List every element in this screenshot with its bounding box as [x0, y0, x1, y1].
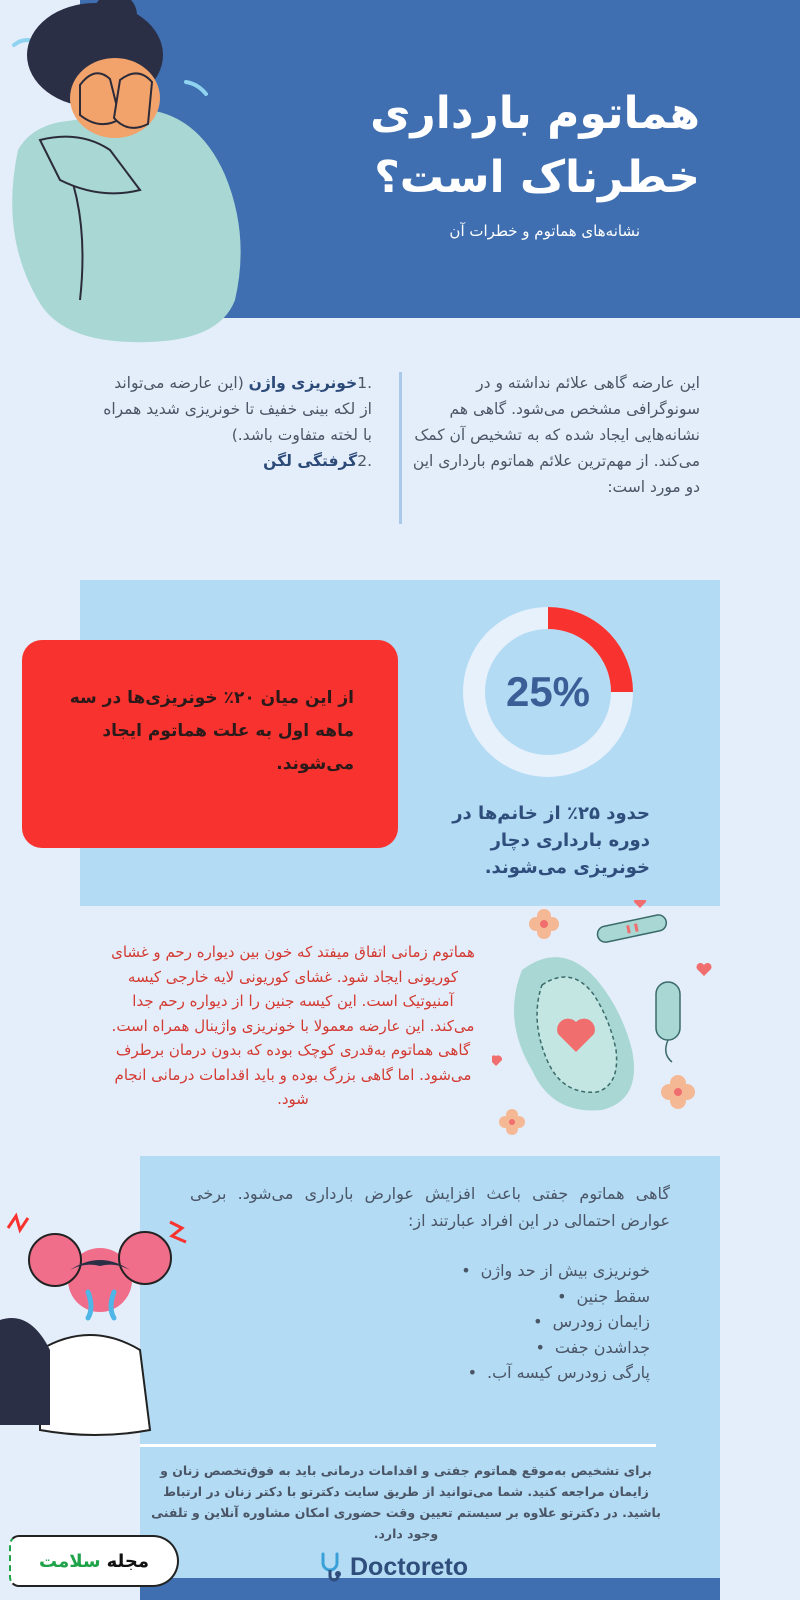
- tear-drop-right: [186, 82, 206, 94]
- list-item: جداشدن جفت •: [380, 1335, 650, 1361]
- heart-small-left: [492, 1055, 502, 1066]
- symptom-item-2-number: .2: [357, 452, 372, 470]
- stethoscope-icon: [318, 1552, 344, 1582]
- magazine-badge[interactable]: [9, 1535, 179, 1587]
- page-subtitle: نشانه‌های هماتوم و خطرات آن: [449, 222, 640, 240]
- page-title: [280, 82, 700, 210]
- symptom-item-1-number: .1: [357, 374, 372, 392]
- flower-icon-top: [529, 909, 559, 939]
- hematoma-description: هماتوم زمانی اتفاق میفتد که خون بین دیواره رحم و غشای کوریونی ایجاد شود. غشای کوریونی لایه خارجی کیسه آمنیوتیک است. این کیسه جنین را از دیواره رحم جدا می‌کند. این عارضه معمولا با خونریزی واژینال همراه است. گاهی هماتوم به‌قدری کوچک بوده که بدون درمان برطرف می‌شود. اما گاهی بزرگ بوده و باید اقدامات درمانی انجام شود.: [111, 943, 475, 1108]
- symptom-item-1: [102, 370, 372, 448]
- flower-icon-bottom-right: [661, 1075, 695, 1109]
- dark-coat: [0, 1318, 50, 1425]
- flower-icon-bottom-left: [499, 1109, 525, 1135]
- hand-right: [114, 73, 152, 127]
- distressed-woman-illustration: [0, 1200, 200, 1440]
- body: [40, 1335, 150, 1435]
- sanitary-pad-heart-icon: [492, 900, 722, 1140]
- symptom-item-2: [102, 448, 372, 474]
- symptom-item-1-detail: (این عارضه می‌تواند از لکه بینی خفیف تا خونریزی شدید همراه با لخته متفاوت باشد.): [103, 374, 372, 444]
- complications-list: [380, 1258, 650, 1386]
- hand-left: [29, 1234, 81, 1286]
- symptoms-list: [102, 370, 372, 474]
- doctoreto-logo[interactable]: [318, 1552, 468, 1582]
- stress-mark-left: [8, 1216, 28, 1230]
- footer-divider: [140, 1444, 656, 1447]
- symptom-item-1-title: خونریزی واژن: [248, 374, 358, 392]
- percent-label: 25%: [505, 668, 591, 715]
- column-divider: [399, 372, 402, 524]
- tampon-icon: [656, 982, 680, 1062]
- title-line-1: هماتوم بارداری: [370, 88, 700, 139]
- list-item: سقط جنین •: [380, 1284, 650, 1310]
- badge-word-health: سلامت: [39, 1550, 101, 1572]
- highlight-box: از این میان ۲۰٪ خونریزی‌ها در سه ماهه اول به علت هماتوم ایجاد می‌شوند.: [22, 640, 398, 848]
- footer-note: برای تشخیص به‌موقع هماتوم جفتی و اقدامات درمانی باید به فوق‌تخصص زنان و زایمان مراجعه کنید. شما می‌توانید از طریق سایت دکترتو با دکتر زنان در ارتباط باشید. در دکترتو علاوه بر سیستم تعیین وقت حضوری امکان مشاوره آنلاین و تلفنی وجود دارد.: [151, 1463, 661, 1541]
- hand-right: [119, 1232, 171, 1284]
- intro-text: این عارضه گاهی علائم نداشته و در سونوگرافی مشخص می‌شود. گاهی هم نشانه‌هایی ایجاد شده که به تشخیص آن کمک می‌کند. از مهم‌ترین علائم هماتوم بارداری این دو مورد است:: [412, 374, 700, 496]
- symptom-item-2-title: گرفتگی لگن: [263, 452, 358, 470]
- brand-name: Doctoreto: [350, 1552, 469, 1581]
- list-item: پارگی زودرس کیسه آب. •: [380, 1360, 650, 1386]
- heart-small-right: [696, 963, 711, 976]
- list-item: زایمان زودرس •: [380, 1309, 650, 1335]
- complications-intro: گاهی هماتوم جفتی باعث افزایش عوارض بارداری می‌شود. برخی عوارض احتمالی در این افراد عبارتند از:: [190, 1184, 670, 1230]
- stress-mark-right: [170, 1222, 186, 1242]
- crying-pregnant-woman-illustration: [0, 0, 250, 345]
- badge-word-magazine: مجله: [106, 1550, 149, 1572]
- list-item: خونریزی بیش از حد واژن •: [380, 1258, 650, 1284]
- pregnancy-test-icon: [596, 913, 668, 943]
- heart-small-top: [634, 900, 646, 908]
- stat-caption: حدود ۲۵٪ از خانم‌ها در دوره بارداری دچار خونریزی می‌شوند.: [452, 803, 650, 878]
- title-line-2: خطرناک است؟: [374, 152, 700, 203]
